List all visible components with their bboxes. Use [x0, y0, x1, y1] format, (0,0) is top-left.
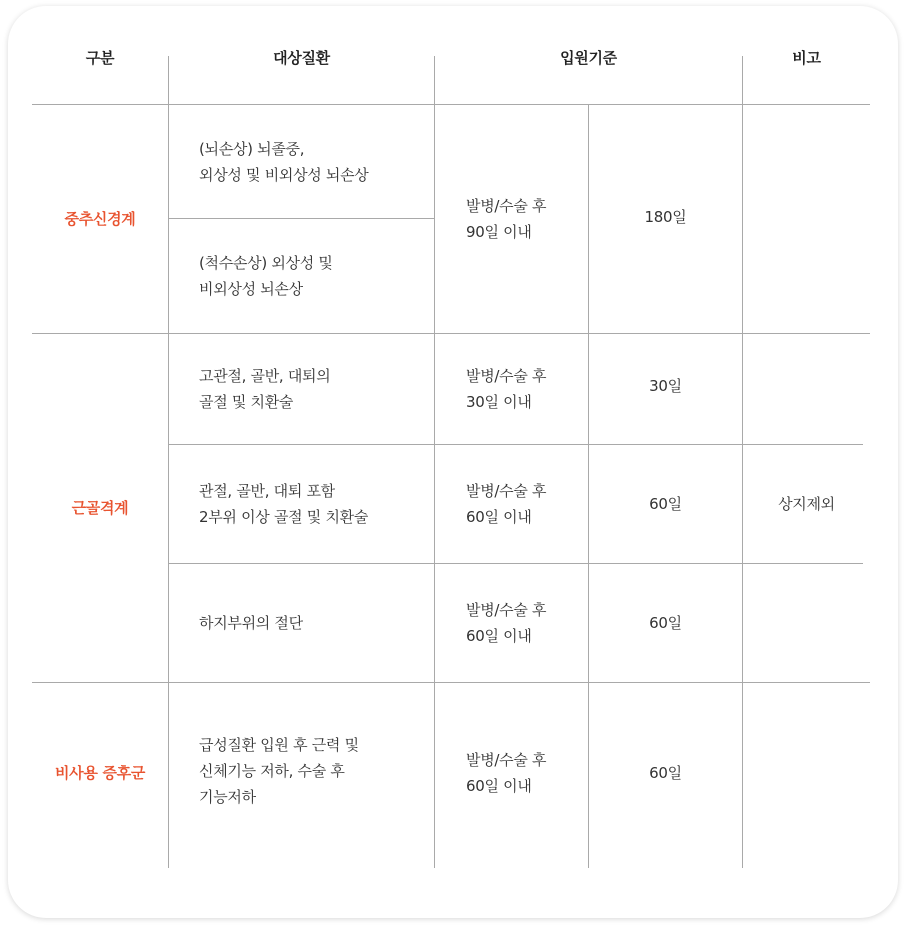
ms-onset-2: 발병/수술 후 60일 이내 — [466, 482, 547, 526]
cns-disease-2: (척수손상) 외상성 및 비외상성 뇌손상 — [199, 254, 333, 298]
ms-days-3: 60일 — [649, 614, 682, 632]
ms-onset-1: 발병/수술 후 30일 이내 — [466, 367, 547, 411]
cns-disease-1: (뇌손상) 뇌졸중, 외상성 및 비외상성 뇌손상 — [199, 139, 369, 184]
category-musculoskeletal: 근골격계 — [71, 499, 129, 517]
ms-disease-1: 고관절, 골반, 대퇴의 골절 및 치환술 — [199, 367, 331, 411]
ms-note: 상지제외 — [778, 495, 835, 513]
ms-disease-3: 하지부위의 절단 — [199, 614, 303, 632]
ms-disease-2: 관절, 골반, 대퇴 포함 2부위 이상 골절 및 치환술 — [199, 482, 369, 526]
cns-days: 180일 — [644, 208, 687, 226]
category-cns: 중추신경계 — [64, 210, 136, 228]
ms-days-2: 60일 — [649, 495, 682, 513]
disuse-disease: 급성질환 입원 후 근력 및 신체기능 저하, 수술 후 기능저하 — [199, 736, 359, 806]
category-disuse: 비사용 증후군 — [54, 764, 146, 782]
col-divider-2 — [434, 56, 435, 868]
disuse-onset: 발병/수술 후 60일 이내 — [466, 751, 547, 795]
header-disease: 대상질환 — [273, 49, 330, 67]
disuse-days: 60일 — [649, 764, 682, 782]
header-note: 비고 — [792, 49, 821, 67]
ms-days-1: 30일 — [649, 377, 682, 395]
col-divider-1 — [168, 56, 169, 868]
cns-onset: 발병/수술 후 90일 이내 — [466, 197, 547, 241]
header-category: 구분 — [85, 49, 115, 67]
header-criteria: 입원기준 — [560, 49, 617, 67]
ms-onset-3: 발병/수술 후 60일 이내 — [466, 601, 547, 645]
